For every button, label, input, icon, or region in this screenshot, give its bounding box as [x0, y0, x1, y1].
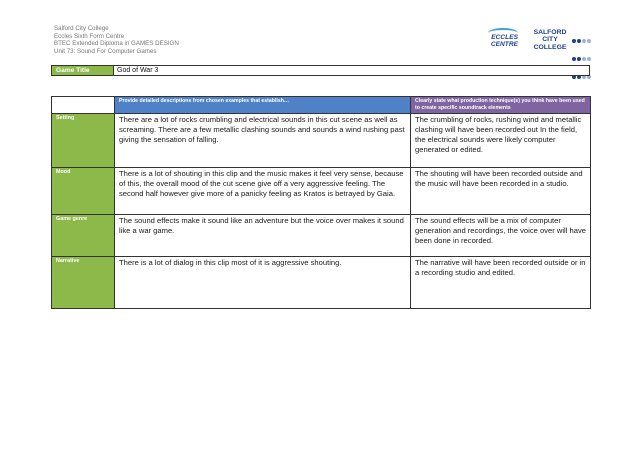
description-cell: There are a lot of rocks crumbling and electrical sounds in this cut scene as well as screaming. There are a few metallic clashing sounds and sounds a wind rushing past giving the sensation of falling.	[115, 114, 411, 168]
game-title-row	[51, 65, 590, 76]
description-cell: There is a lot of dialog in this clip most of it is aggressive shouting.	[115, 257, 411, 309]
description-cell: The sound effects make it sound like an adventure but the voice over makes it sound like a war game.	[115, 215, 411, 257]
header-technique: Clearly state what production technique(s) you think have been used to create specific soundtrack elements	[411, 97, 591, 114]
document-header	[54, 25, 179, 55]
table-row	[52, 114, 591, 168]
game-title-value: God of War 3	[117, 67, 159, 74]
table-row	[52, 168, 591, 215]
row-label-setting: Setting	[52, 114, 115, 168]
header-line-college: Salford City College	[54, 25, 109, 32]
technique-cell: The shouting will have been recorded outside and the music will have been recorded in a studio.	[411, 168, 591, 215]
header-blank-cell	[52, 97, 115, 114]
dots-icon	[572, 31, 594, 85]
salford-logo-text: SALFORD CITY COLLEGE	[533, 29, 567, 51]
technique-cell: The crumbling of rocks, rushing wind and metallic clashing will have been recorded out In the field, the electrical sounds were likely computer generated or edited.	[411, 114, 591, 168]
logos	[482, 26, 594, 54]
eccles-logo-text: ECCLES CENTRE	[490, 34, 518, 49]
row-label-narrative: Narrative	[52, 257, 115, 309]
header-line-course: BTEC Extended Diploma in GAMES DESIGN	[54, 40, 179, 48]
header-line-unit: Unit 73: Sound For Computer Games	[54, 47, 157, 55]
technique-cell: The narrative will have been recorded outside or in a recording studio and edited.	[411, 257, 591, 309]
row-label-game-genre: Game genre	[52, 215, 115, 257]
header-line-centre: Eccles Sixth Form Centre	[54, 32, 125, 40]
table-row	[52, 257, 591, 309]
description-cell: There is a lot of shouting in this clip and the music makes it feel very sense, because of this, the overall mood of the cut scene give off a very aggressive feeling. The second half however give more of a panicky feeling as Kratos is betrayed by Gaia.	[115, 168, 411, 215]
salford-city-college-logo	[530, 26, 594, 54]
technique-cell: The sound effects will be a mix of computer generation and recordings, the voice over will have been done in recorded.	[411, 215, 591, 257]
table-row	[52, 215, 591, 257]
table-header-row	[52, 97, 591, 114]
header-description: Provide detailed descriptions from chosen examples that establish…	[115, 97, 411, 114]
eccles-centre-logo	[482, 26, 522, 54]
analysis-table	[51, 96, 591, 309]
game-title-label: Game Title	[52, 66, 114, 75]
row-label-mood: Mood	[52, 168, 115, 215]
